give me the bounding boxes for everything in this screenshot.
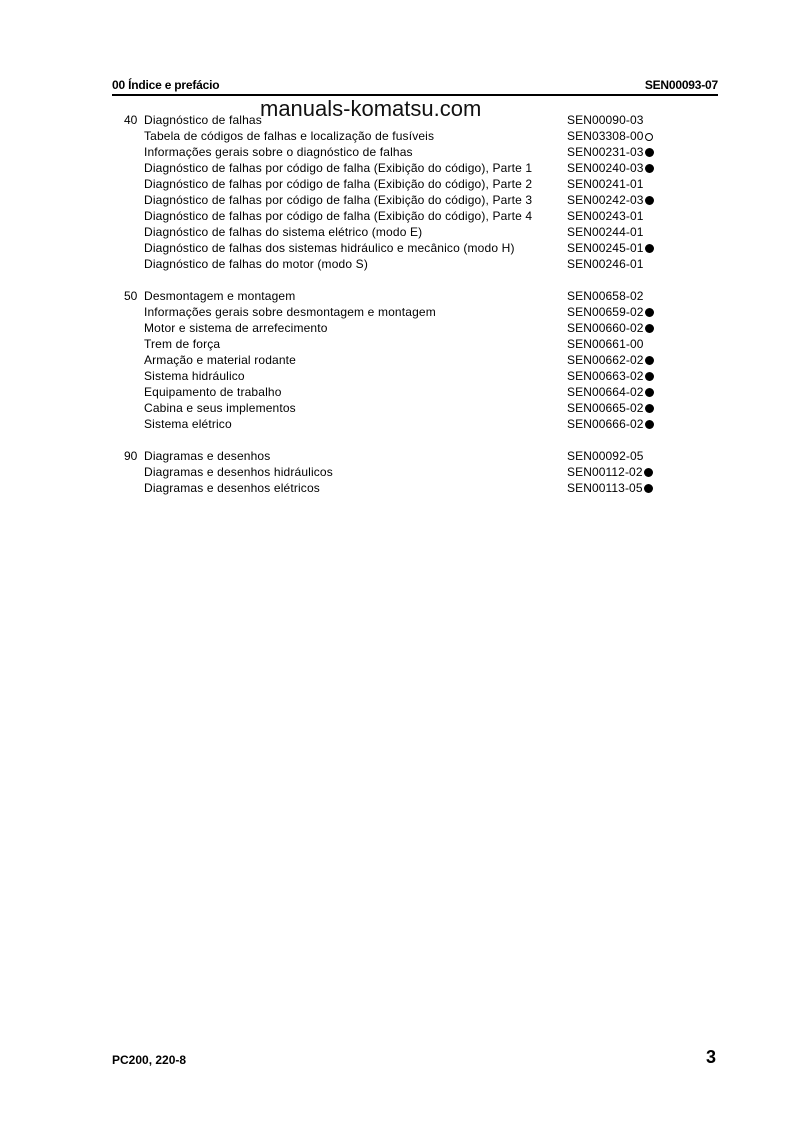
item-code: SEN00665-02	[567, 400, 654, 416]
toc-row[interactable]	[112, 160, 672, 176]
filled-circle-icon	[645, 324, 654, 333]
filled-circle-icon	[644, 468, 653, 477]
item-title: Diagramas e desenhos elétricos	[144, 481, 320, 495]
item-code: SEN00240-03	[567, 160, 654, 176]
item-code: SEN00231-03	[567, 144, 654, 160]
page-number: 3	[706, 1047, 717, 1067]
filled-circle-icon	[645, 308, 654, 317]
section-code: SEN00658-02	[567, 289, 644, 303]
watermark: manuals-komatsu.com	[260, 96, 482, 121]
toc-row[interactable]	[112, 208, 672, 224]
item-code: SEN00242-03	[567, 192, 654, 208]
toc-row[interactable]	[112, 192, 672, 208]
item-code: SEN00661-00	[567, 337, 644, 351]
item-title: Diagnóstico de falhas por código de falha (Exibição do código), Parte 2	[144, 177, 533, 191]
toc-row[interactable]	[112, 480, 672, 496]
item-title: Sistema elétrico	[144, 417, 232, 431]
toc-row[interactable]	[112, 176, 672, 192]
item-title: Armação e material rodante	[144, 353, 296, 367]
header-title: 00 Índice e prefácio	[112, 78, 220, 92]
item-title: Trem de força	[144, 337, 221, 351]
open-circle-icon	[645, 133, 653, 141]
toc-section-90	[112, 448, 672, 496]
toc-row[interactable]	[112, 224, 672, 240]
item-title: Diagnóstico de falhas do motor (modo S)	[144, 257, 368, 271]
filled-circle-icon	[645, 164, 654, 173]
item-title: Diagnóstico de falhas por código de falha (Exibição do código), Parte 3	[144, 193, 533, 207]
section-number: 50	[124, 289, 138, 303]
item-code: SEN00659-02	[567, 304, 654, 320]
filled-circle-icon	[644, 484, 653, 493]
item-code: SEN00113-05	[567, 480, 653, 496]
section-code: SEN00092-05	[567, 449, 644, 463]
item-code: SEN00244-01	[567, 225, 644, 239]
item-title: Equipamento de trabalho	[144, 385, 282, 399]
filled-circle-icon	[645, 196, 654, 205]
filled-circle-icon	[645, 372, 654, 381]
item-title: Sistema hidráulico	[144, 369, 245, 383]
item-title: Tabela de códigos de falhas e localização de fusíveis	[144, 129, 435, 143]
section-title: Diagramas e desenhos	[144, 449, 271, 463]
item-title: Diagnóstico de falhas do sistema elétrico (modo E)	[144, 225, 423, 239]
toc-row[interactable]	[112, 336, 672, 352]
toc-row[interactable]	[112, 256, 672, 272]
section-code: SEN00090-03	[567, 113, 644, 127]
toc-row[interactable]	[112, 416, 672, 432]
filled-circle-icon	[645, 388, 654, 397]
table-of-contents	[112, 112, 672, 512]
item-title: Informações gerais sobre desmontagem e montagem	[144, 305, 436, 319]
section-heading-row[interactable]	[112, 448, 672, 464]
item-code: SEN00660-02	[567, 320, 654, 336]
item-title: Cabina e seus implementos	[144, 401, 296, 415]
toc-row[interactable]	[112, 464, 672, 480]
item-code: SEN00241-01	[567, 177, 644, 191]
toc-row[interactable]	[112, 384, 672, 400]
toc-section-40	[112, 112, 672, 272]
filled-circle-icon	[645, 356, 654, 365]
filled-circle-icon	[645, 420, 654, 429]
item-code: SEN03308-00	[567, 128, 653, 144]
section-heading-row[interactable]	[112, 288, 672, 304]
item-title: Informações gerais sobre o diagnóstico de falhas	[144, 145, 413, 159]
footer-model: PC200, 220-8	[112, 1053, 187, 1067]
item-title: Diagnóstico de falhas por código de falha (Exibição do código), Parte 4	[144, 209, 533, 223]
section-number: 40	[124, 113, 138, 127]
toc-row[interactable]	[112, 368, 672, 384]
section-title: Diagnóstico de falhas	[144, 113, 262, 127]
toc-row[interactable]	[112, 144, 672, 160]
item-code: SEN00246-01	[567, 257, 644, 271]
item-title: Motor e sistema de arrefecimento	[144, 321, 328, 335]
item-code: SEN00666-02	[567, 416, 654, 432]
toc-row[interactable]	[112, 128, 672, 144]
item-code: SEN00664-02	[567, 384, 654, 400]
filled-circle-icon	[645, 244, 654, 253]
toc-row[interactable]	[112, 352, 672, 368]
toc-row[interactable]	[112, 320, 672, 336]
item-code: SEN00243-01	[567, 209, 644, 223]
header-doc-code: SEN00093-07	[644, 78, 718, 92]
toc-row[interactable]	[112, 240, 672, 256]
toc-row[interactable]	[112, 304, 672, 320]
item-code: SEN00245-01	[567, 240, 654, 256]
item-code: SEN00662-02	[567, 352, 654, 368]
item-code: SEN00112-02	[567, 464, 653, 480]
item-title: Diagnóstico de falhas por código de falha (Exibição do código), Parte 1	[144, 161, 533, 175]
filled-circle-icon	[645, 404, 654, 413]
section-number: 90	[124, 449, 138, 463]
filled-circle-icon	[645, 148, 654, 157]
section-title: Desmontagem e montagem	[144, 289, 296, 303]
item-title: Diagnóstico de falhas dos sistemas hidráulico e mecânico (modo H)	[144, 241, 515, 255]
item-code: SEN00663-02	[567, 368, 654, 384]
item-title: Diagramas e desenhos hidráulicos	[144, 465, 333, 479]
toc-row[interactable]	[112, 400, 672, 416]
page-header	[112, 78, 718, 96]
toc-section-50	[112, 288, 672, 432]
